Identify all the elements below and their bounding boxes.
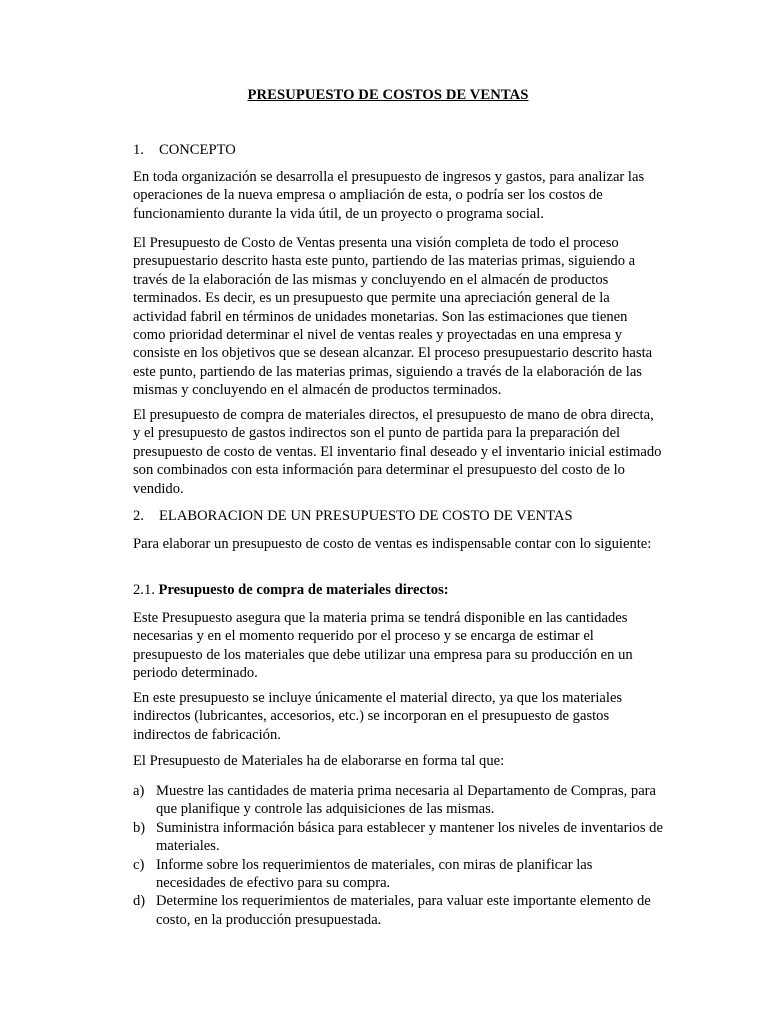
list-item-text: Determine los requerimientos de materiales, para valuar este importante elemento de costo, en la producción presupuestada.: [156, 893, 651, 928]
concept-paragraph-2: El Presupuesto de Costo de Ventas presenta una visión completa de todo el proceso presupuestario descrito hasta este punto, partiendo de las materias primas, siguiendo a través de la elaboración de las mismas y concluyendo en el almacén de productos terminados. Es decir, es un presupuesto que permite una apreciación general de la actividad fabril en términos de unidades monetarias. Son las estimaciones que tienen como prioridad determinar el nivel de ventas reales y proyectadas en una empresa y consiste en los objetivos que se desean alcanzar. El proceso presupuestario descrito hasta este punto, partiendo de las materias primas, siguiendo a través de la elaboración de las mismas y concluyendo en el almacén de productos terminados.: [133, 235, 653, 399]
list-item-text: Informe sobre los requerimientos de materiales, con miras de planificar las necesidades de efectivo para su compra.: [156, 856, 593, 892]
list-marker: d): [133, 893, 146, 910]
section-1-heading: [133, 141, 663, 159]
section-2-number: 2.: [133, 508, 144, 524]
materials-paragraph-3: El Presupuesto de Materiales ha de elaborarse en forma tal que:: [133, 753, 505, 769]
list-item-text: Muestre las cantidades de materia prima necesaria al Departamento de Compras, para que planifique y controle las adquisiciones de las mismas.: [156, 783, 657, 818]
subsection-2-1-heading: [133, 581, 663, 599]
section-2-intro: Para elaborar un presupuesto de costo de ventas es indispensable contar con lo siguiente:: [133, 536, 652, 552]
list-marker: b): [133, 819, 146, 836]
section-1-title: CONCEPTO: [159, 142, 236, 158]
list-item: [133, 856, 663, 893]
subsection-2-1-title: Presupuesto de compra de materiales directos:: [158, 582, 449, 598]
materials-paragraph-2: En este presupuesto se incluye únicamente el material directo, ya que los materiales indirectos (lubricantes, accesorios, etc.) se incorporan en el presupuesto de gastos indirectos de fabricación.: [133, 690, 623, 743]
concept-paragraph-1: En toda organización se desarrolla el presupuesto de ingresos y gastos, para analizar las operaciones de la nueva empresa o ampliación de esta, o podría ser los costos de funcionamiento durante la vida útil, de un proyecto o programa social.: [133, 169, 645, 222]
list-item-text: Suministra información básica para establecer y mantener los niveles de inventarios de materiales.: [156, 819, 663, 855]
section-1-number: 1.: [133, 142, 144, 158]
concept-paragraph-3: El presupuesto de compra de materiales directos, el presupuesto de mano de obra directa, y el presupuesto de gastos indirectos son el punto de partida para la preparación del presupuesto de costo de ventas. El inventario final deseado y el inventario inicial estimado son combinados con esta información para determinar el presupuesto del costo de lo vendido.: [133, 407, 662, 497]
section-2-heading: [133, 507, 663, 525]
list-marker: c): [133, 856, 145, 873]
list-marker: a): [133, 783, 145, 799]
list-item: [133, 892, 663, 929]
subsection-2-1-number: 2.1.: [133, 582, 155, 598]
list-item: [133, 819, 663, 856]
list-item: [133, 782, 663, 819]
requirements-list: [133, 782, 663, 929]
materials-paragraph-1: Este Presupuesto asegura que la materia prima se tendrá disponible en las cantidades necesarias y en el momento requerido por el proceso y se encarga de estimar el presupuesto de los materiales que debe utilizar una empresa para su producción en un periodo determinado.: [133, 610, 633, 682]
section-2-title: ELABORACION DE UN PRESUPUESTO DE COSTO DE VENTAS: [159, 508, 573, 524]
document-title: PRESUPUESTO DE COSTOS DE VENTAS: [247, 87, 529, 103]
